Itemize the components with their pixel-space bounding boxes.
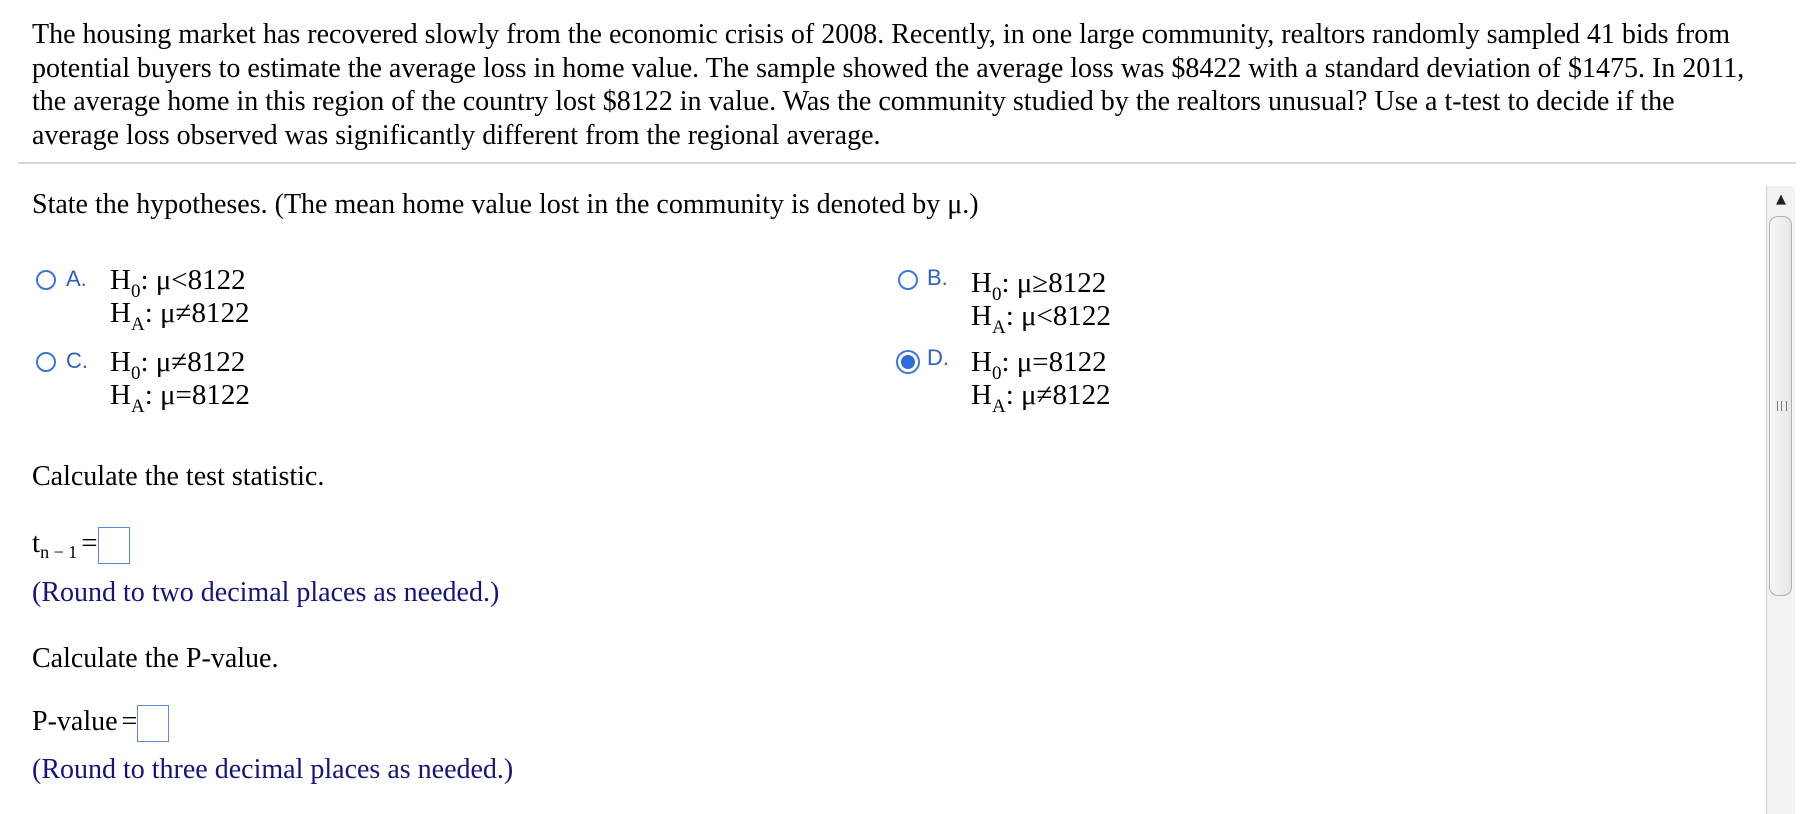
option-a-null-hypothesis: $H_0$: μ<8122 xyxy=(110,264,246,302)
option-d-null-hypothesis: $H_0$: μ=8122 xyxy=(971,346,1107,384)
p-value-equals: = xyxy=(121,705,138,737)
test-statistic-hint: (Round to two decimal places as needed.) xyxy=(32,577,500,608)
p-value-row xyxy=(32,705,169,742)
problem-statement: The housing market has recovered slowly from the economic crisis of 2008. Recently, in one large community, realtors randomly sampled 41 bids from potential buyers to estimate the average loss in home value. The sample showed the average loss was $8422 with a standard deviation of $1475. In 2011, the average home in this region of the country lost $8122 in value. Was the community studied by the realtors unusual? Use a t-test to decide if the average loss observed was significantly different from the regional average. xyxy=(32,19,1745,151)
p-value-prompt: Calculate the P-value. xyxy=(32,643,279,674)
test-statistic-prompt: Calculate the test statistic. xyxy=(32,461,325,492)
hypotheses-prompt: State the hypotheses. (The mean home value lost in the community is denoted by μ.) xyxy=(32,189,979,220)
option-b-letter: B. xyxy=(927,265,948,290)
option-a-alt-hypothesis: $H_A$: μ≠8122 xyxy=(110,297,250,335)
test-statistic-equals: = xyxy=(81,527,98,560)
option-b[interactable] xyxy=(898,265,1498,338)
p-value-hint: (Round to three decimal places as needed.) xyxy=(32,754,514,785)
option-c-alt-hypothesis: $H_A$: μ=8122 xyxy=(110,379,250,417)
scroll-up-arrow-icon[interactable]: ▲ xyxy=(1776,192,1786,207)
test-statistic-input[interactable] xyxy=(98,527,130,564)
option-d[interactable] xyxy=(898,345,1498,415)
option-a-radio[interactable] xyxy=(36,270,56,290)
section-divider xyxy=(18,162,1796,164)
question-scroll-area xyxy=(0,165,1814,814)
option-b-alt-hypothesis: $H_A$: μ<8122 xyxy=(971,300,1111,338)
vertical-scrollbar[interactable] xyxy=(1766,186,1795,814)
scrollbar-thumb[interactable] xyxy=(1769,216,1792,596)
p-value-input[interactable] xyxy=(137,705,169,742)
option-b-radio[interactable] xyxy=(898,270,918,290)
option-d-radio-selected[interactable] xyxy=(896,350,920,374)
option-d-alt-hypothesis: $H_A$: μ≠8122 xyxy=(971,379,1111,417)
option-c-null-hypothesis: $H_0$: μ≠8122 xyxy=(110,346,246,384)
option-b-null-hypothesis: $H_0$: μ≥8122 xyxy=(971,267,1107,305)
option-c[interactable] xyxy=(36,345,636,415)
option-c-radio[interactable] xyxy=(36,352,56,372)
option-d-letter: D. xyxy=(927,345,949,370)
test-statistic-label: $t_{n - 1}$ xyxy=(32,527,78,563)
option-c-letter: C. xyxy=(66,348,88,373)
scrollbar-grip-icon xyxy=(1777,401,1787,411)
p-value-label: P-value xyxy=(32,705,118,737)
option-a[interactable] xyxy=(36,263,636,333)
test-statistic-row xyxy=(32,527,130,564)
option-a-letter: A. xyxy=(66,266,87,291)
